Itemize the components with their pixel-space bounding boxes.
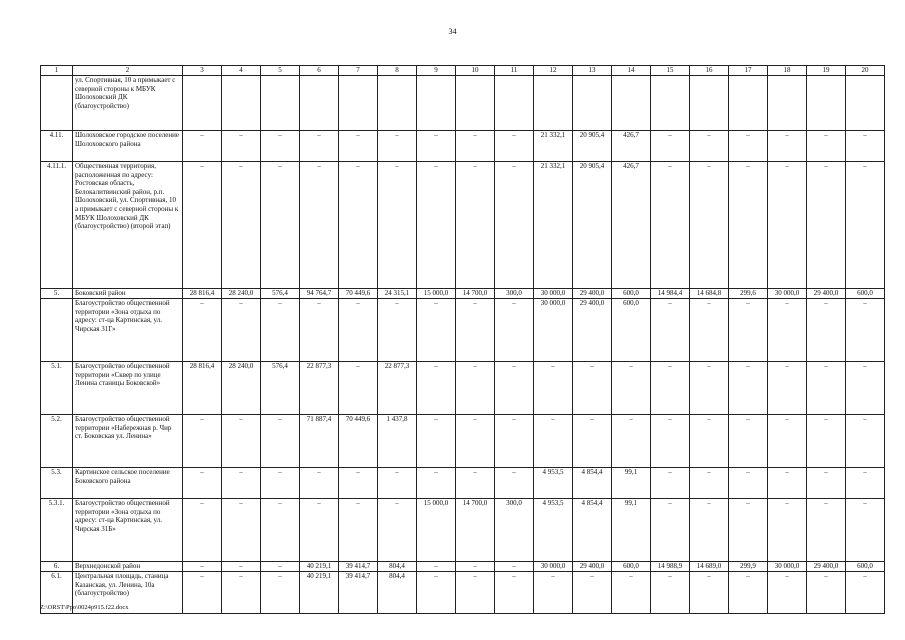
- value-cell: –: [378, 468, 417, 499]
- value-cell: 14 700,0: [456, 289, 495, 299]
- value-cell: –: [378, 162, 417, 289]
- column-number: 4: [222, 66, 261, 76]
- value-cell: –: [261, 131, 300, 162]
- value-cell: [534, 76, 573, 131]
- column-number: 3: [183, 66, 222, 76]
- column-number-row: [41, 66, 885, 76]
- column-number: 11: [495, 66, 534, 76]
- column-number: 8: [378, 66, 417, 76]
- value-cell: 14 684,8: [690, 289, 729, 299]
- value-cell: 28 240,0: [222, 362, 261, 415]
- value-cell: –: [183, 468, 222, 499]
- value-cell: –: [807, 499, 846, 562]
- value-cell: –: [261, 499, 300, 562]
- value-cell: –: [573, 572, 612, 614]
- value-cell: [456, 76, 495, 131]
- value-cell: –: [495, 572, 534, 614]
- value-cell: –: [846, 499, 885, 562]
- value-cell: 299,9: [729, 562, 768, 572]
- value-cell: –: [495, 562, 534, 572]
- value-cell: –: [612, 572, 651, 614]
- value-cell: –: [690, 499, 729, 562]
- value-cell: –: [222, 499, 261, 562]
- value-cell: –: [573, 362, 612, 415]
- value-cell: –: [690, 362, 729, 415]
- value-cell: –: [768, 299, 807, 362]
- value-cell: –: [222, 572, 261, 614]
- value-cell: –: [729, 131, 768, 162]
- value-cell: [300, 76, 339, 131]
- value-cell: 28 240,0: [222, 289, 261, 299]
- value-cell: –: [846, 362, 885, 415]
- value-cell: –: [534, 415, 573, 468]
- value-cell: –: [222, 299, 261, 362]
- value-cell: 20 905,4: [573, 162, 612, 289]
- value-cell: –: [807, 131, 846, 162]
- value-cell: –: [612, 362, 651, 415]
- value-cell: –: [651, 299, 690, 362]
- value-cell: –: [183, 562, 222, 572]
- table-row: [41, 415, 885, 468]
- column-number: 14: [612, 66, 651, 76]
- value-cell: 39 414,7: [339, 572, 378, 614]
- value-cell: –: [651, 468, 690, 499]
- value-cell: –: [456, 362, 495, 415]
- value-cell: –: [261, 572, 300, 614]
- table-row: [41, 131, 885, 162]
- row-name-cell: Верхнедонской район: [73, 562, 183, 572]
- value-cell: –: [339, 362, 378, 415]
- value-cell: [183, 76, 222, 131]
- column-number: 20: [846, 66, 885, 76]
- row-number-cell: 5.3.: [41, 468, 73, 499]
- value-cell: –: [495, 415, 534, 468]
- value-cell: –: [768, 468, 807, 499]
- row-number-cell: 5.3.1.: [41, 499, 73, 562]
- value-cell: 40 219,1: [300, 572, 339, 614]
- value-cell: –: [495, 468, 534, 499]
- value-cell: –: [417, 162, 456, 289]
- value-cell: 600,0: [612, 299, 651, 362]
- value-cell: –: [261, 562, 300, 572]
- value-cell: –: [456, 299, 495, 362]
- value-cell: –: [729, 299, 768, 362]
- value-cell: –: [417, 362, 456, 415]
- value-cell: 300,0: [495, 289, 534, 299]
- value-cell: 426,7: [612, 131, 651, 162]
- value-cell: –: [768, 162, 807, 289]
- value-cell: [612, 76, 651, 131]
- value-cell: –: [768, 499, 807, 562]
- value-cell: 14 984,4: [651, 289, 690, 299]
- column-number: 18: [768, 66, 807, 76]
- value-cell: –: [846, 415, 885, 468]
- budget-table: [40, 65, 885, 614]
- row-number-cell: 4.11.1.: [41, 162, 73, 289]
- value-cell: –: [690, 162, 729, 289]
- row-number-cell: 4.11.: [41, 131, 73, 162]
- value-cell: 14 988,9: [651, 562, 690, 572]
- value-cell: –: [534, 362, 573, 415]
- value-cell: –: [300, 468, 339, 499]
- value-cell: 94 764,7: [300, 289, 339, 299]
- value-cell: 804,4: [378, 562, 417, 572]
- value-cell: 30 000,0: [534, 299, 573, 362]
- column-number: 16: [690, 66, 729, 76]
- column-number: 19: [807, 66, 846, 76]
- value-cell: 71 887,4: [300, 415, 339, 468]
- value-cell: –: [339, 499, 378, 562]
- value-cell: 20 905,4: [573, 131, 612, 162]
- value-cell: [807, 76, 846, 131]
- value-cell: –: [495, 162, 534, 289]
- row-name-cell: Благоустройство общественной территории «Зона отдыха по адресу: ст-ца Картинская, ул. Чирская 31Б»: [73, 499, 183, 562]
- value-cell: –: [690, 131, 729, 162]
- value-cell: 29 400,0: [573, 562, 612, 572]
- value-cell: –: [729, 415, 768, 468]
- value-cell: [573, 76, 612, 131]
- value-cell: 300,0: [495, 499, 534, 562]
- table-row: [41, 468, 885, 499]
- table-row: [41, 76, 885, 131]
- row-name-cell: Шолоховское городское поселение Шолоховского района: [73, 131, 183, 162]
- value-cell: 99,1: [612, 499, 651, 562]
- value-cell: –: [456, 468, 495, 499]
- row-number-cell: 5.1.: [41, 362, 73, 415]
- row-name-cell: Благоустройство общественной территории «Набережная р. Чир ст. Боковская ул. Ленина»: [73, 415, 183, 468]
- value-cell: 14 689,0: [690, 562, 729, 572]
- value-cell: 600,0: [846, 562, 885, 572]
- value-cell: –: [300, 499, 339, 562]
- column-number: 5: [261, 66, 300, 76]
- value-cell: –: [183, 162, 222, 289]
- value-cell: –: [768, 362, 807, 415]
- row-number-cell: [41, 76, 73, 131]
- row-name-cell: Картинское сельское поселение Боковского района: [73, 468, 183, 499]
- value-cell: 426,7: [612, 162, 651, 289]
- value-cell: [261, 76, 300, 131]
- value-cell: 24 315,1: [378, 289, 417, 299]
- value-cell: 40 219,1: [300, 562, 339, 572]
- value-cell: –: [690, 415, 729, 468]
- value-cell: –: [339, 131, 378, 162]
- value-cell: –: [612, 415, 651, 468]
- value-cell: –: [222, 131, 261, 162]
- value-cell: 29 400,0: [807, 289, 846, 299]
- value-cell: –: [222, 415, 261, 468]
- value-cell: 30 000,0: [534, 562, 573, 572]
- table-row: [41, 499, 885, 562]
- value-cell: –: [846, 572, 885, 614]
- column-number: 12: [534, 66, 573, 76]
- footer-file-path: Z:\ORST\Ppo\0024p915.f22.docx: [40, 604, 129, 611]
- value-cell: –: [261, 415, 300, 468]
- column-number: 9: [417, 66, 456, 76]
- value-cell: [729, 76, 768, 131]
- row-number-cell: 5.: [41, 289, 73, 299]
- value-cell: –: [495, 362, 534, 415]
- value-cell: 1 437,8: [378, 415, 417, 468]
- value-cell: –: [261, 162, 300, 289]
- value-cell: 4 953,5: [534, 499, 573, 562]
- column-number: 13: [573, 66, 612, 76]
- value-cell: –: [768, 415, 807, 468]
- column-number: 15: [651, 66, 690, 76]
- row-name-cell: Благоустройство общественной территории «Сквер по улице Ленина станицы Боковской»: [73, 362, 183, 415]
- column-number: 7: [339, 66, 378, 76]
- table-row: [41, 289, 885, 299]
- value-cell: 21 332,1: [534, 131, 573, 162]
- value-cell: –: [417, 299, 456, 362]
- value-cell: –: [261, 468, 300, 499]
- value-cell: –: [456, 131, 495, 162]
- value-cell: [846, 76, 885, 131]
- value-cell: –: [456, 562, 495, 572]
- value-cell: [339, 76, 378, 131]
- value-cell: –: [456, 162, 495, 289]
- value-cell: 15 000,0: [417, 499, 456, 562]
- value-cell: 15 000,0: [417, 289, 456, 299]
- row-number-cell: 6.1.: [41, 572, 73, 614]
- value-cell: 28 816,4: [183, 289, 222, 299]
- value-cell: [690, 76, 729, 131]
- page-number: 34: [448, 27, 457, 36]
- value-cell: –: [651, 415, 690, 468]
- value-cell: 39 414,7: [339, 562, 378, 572]
- value-cell: –: [651, 131, 690, 162]
- row-name-cell: Боковский район: [73, 289, 183, 299]
- value-cell: 30 000,0: [768, 289, 807, 299]
- value-cell: –: [846, 131, 885, 162]
- value-cell: 21 332,1: [534, 162, 573, 289]
- value-cell: 99,1: [612, 468, 651, 499]
- value-cell: 70 449,6: [339, 415, 378, 468]
- table-row: [41, 162, 885, 289]
- value-cell: –: [417, 415, 456, 468]
- table-row: [41, 562, 885, 572]
- value-cell: 600,0: [612, 289, 651, 299]
- value-cell: 4 953,5: [534, 468, 573, 499]
- value-cell: 30 000,0: [534, 289, 573, 299]
- value-cell: –: [300, 299, 339, 362]
- value-cell: –: [456, 415, 495, 468]
- value-cell: –: [807, 572, 846, 614]
- value-cell: –: [300, 131, 339, 162]
- value-cell: 22 877,3: [378, 362, 417, 415]
- value-cell: –: [417, 562, 456, 572]
- row-number-cell: [41, 299, 73, 362]
- value-cell: –: [378, 131, 417, 162]
- value-cell: [651, 76, 690, 131]
- table-row: [41, 299, 885, 362]
- value-cell: –: [690, 468, 729, 499]
- value-cell: 576,4: [261, 289, 300, 299]
- value-cell: –: [222, 468, 261, 499]
- row-name-cell: Центральная площадь, станица Казанская, ул. Ленина, 10а (благоустройство): [73, 572, 183, 614]
- value-cell: 600,0: [612, 562, 651, 572]
- row-number-cell: 6.: [41, 562, 73, 572]
- value-cell: 14 700,0: [456, 499, 495, 562]
- value-cell: 29 400,0: [807, 562, 846, 572]
- value-cell: –: [846, 468, 885, 499]
- value-cell: –: [846, 299, 885, 362]
- value-cell: [378, 76, 417, 131]
- value-cell: –: [651, 499, 690, 562]
- column-number: 10: [456, 66, 495, 76]
- value-cell: 70 449,6: [339, 289, 378, 299]
- value-cell: –: [183, 131, 222, 162]
- value-cell: [768, 76, 807, 131]
- row-name-cell: Благоустройство общественной территории «Зона отдыха по адресу: ст-ца Картинская, ул. Чирская 31Г»: [73, 299, 183, 362]
- value-cell: –: [807, 299, 846, 362]
- value-cell: –: [690, 299, 729, 362]
- column-number: 1: [41, 66, 73, 76]
- value-cell: –: [417, 572, 456, 614]
- value-cell: –: [807, 468, 846, 499]
- value-cell: –: [729, 499, 768, 562]
- value-cell: –: [261, 299, 300, 362]
- row-number-cell: 5.2.: [41, 415, 73, 468]
- value-cell: –: [768, 131, 807, 162]
- value-cell: [417, 76, 456, 131]
- value-cell: –: [183, 499, 222, 562]
- value-cell: –: [339, 299, 378, 362]
- value-cell: –: [183, 415, 222, 468]
- value-cell: –: [300, 162, 339, 289]
- value-cell: 29 400,0: [573, 289, 612, 299]
- value-cell: 22 877,3: [300, 362, 339, 415]
- value-cell: 299,6: [729, 289, 768, 299]
- value-cell: –: [378, 299, 417, 362]
- value-cell: 576,4: [261, 362, 300, 415]
- value-cell: –: [183, 572, 222, 614]
- row-name-cell: ул. Спортивная, 10 а примыкает с северной стороны к МБУК Шолоховский ДК (благоустройство): [73, 76, 183, 131]
- value-cell: –: [729, 572, 768, 614]
- value-cell: –: [417, 468, 456, 499]
- value-cell: 29 400,0: [573, 299, 612, 362]
- value-cell: 600,0: [846, 289, 885, 299]
- value-cell: –: [495, 299, 534, 362]
- value-cell: –: [495, 131, 534, 162]
- column-number: 2: [73, 66, 183, 76]
- value-cell: –: [378, 499, 417, 562]
- value-cell: –: [222, 162, 261, 289]
- value-cell: –: [690, 572, 729, 614]
- value-cell: –: [651, 362, 690, 415]
- value-cell: –: [339, 468, 378, 499]
- value-cell: –: [534, 572, 573, 614]
- value-cell: –: [807, 162, 846, 289]
- table-row: [41, 362, 885, 415]
- value-cell: –: [807, 362, 846, 415]
- value-cell: –: [729, 362, 768, 415]
- value-cell: –: [222, 562, 261, 572]
- value-cell: 4 854,4: [573, 468, 612, 499]
- value-cell: –: [573, 415, 612, 468]
- value-cell: –: [729, 162, 768, 289]
- value-cell: –: [456, 572, 495, 614]
- row-name-cell: Общественная территория, расположенная по адресу: Ростовская область, Белокалитвинский район, р.п. Шолоховский, ул. Спортивная, 10 а примыкает с северной стороны к МБУК Шолоховский ДК (благоустройство) (второй этап): [73, 162, 183, 289]
- value-cell: –: [651, 162, 690, 289]
- value-cell: –: [183, 299, 222, 362]
- value-cell: 4 854,4: [573, 499, 612, 562]
- value-cell: 804,4: [378, 572, 417, 614]
- value-cell: 28 816,4: [183, 362, 222, 415]
- value-cell: –: [651, 572, 690, 614]
- value-cell: –: [807, 415, 846, 468]
- value-cell: 30 000,0: [768, 562, 807, 572]
- value-cell: [222, 76, 261, 131]
- value-cell: [495, 76, 534, 131]
- value-cell: –: [846, 162, 885, 289]
- value-cell: –: [729, 468, 768, 499]
- value-cell: –: [339, 162, 378, 289]
- value-cell: –: [768, 572, 807, 614]
- column-number: 17: [729, 66, 768, 76]
- value-cell: –: [417, 131, 456, 162]
- table-row: [41, 572, 885, 614]
- column-number: 6: [300, 66, 339, 76]
